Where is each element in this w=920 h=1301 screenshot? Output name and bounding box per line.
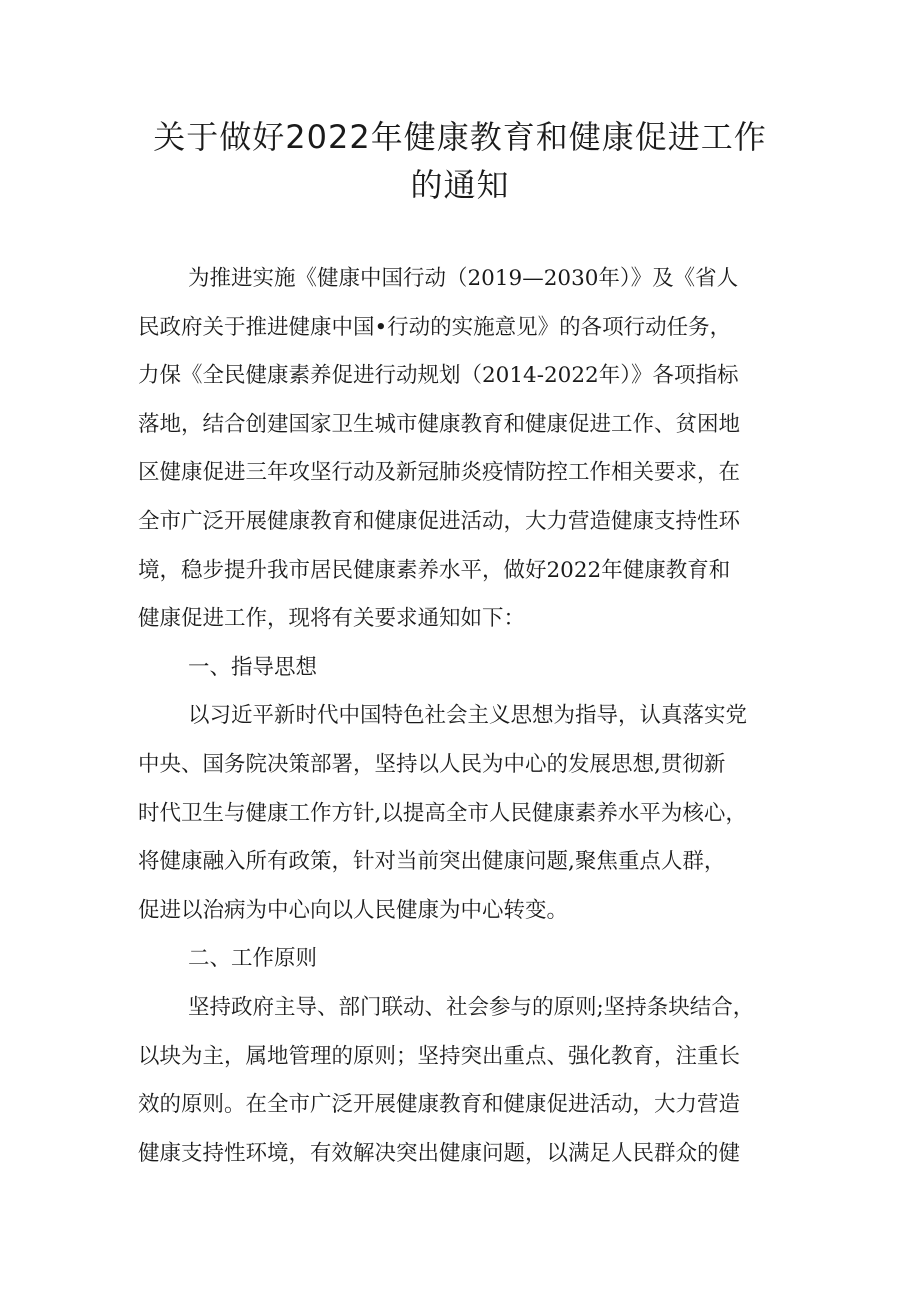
paragraph-work-principles-line: 以块为主，属地管理的原则；坚持突出重点、强化教育，注重长 (138, 1043, 741, 1069)
paragraph-intro-line: 全市广泛开展健康教育和健康促进活动，大力营造健康支持性环 (138, 508, 741, 534)
section-heading-guiding-ideology: 一、指导思想 (188, 654, 318, 680)
paragraph-intro-line: 境，稳步提升我市居民健康素养水平，做好2022年健康教育和 (138, 557, 731, 583)
paragraph-intro-line: 力保《全民健康素养促进行动规划（2014-2022年）》各项指标 (138, 363, 739, 389)
paragraph-intro-line: 为推进实施《健康中国行动（2019—2030年）》及《省人 (188, 266, 739, 291)
paragraph-guiding-ideology-line: 中央、国务院决策部署，坚持以人民为中心的发展思想,贯彻新 (138, 751, 726, 777)
paragraph-guiding-ideology-line: 时代卫生与健康工作方针,以提高全市人民健康素养水平为核心， (138, 800, 747, 826)
paragraph-intro-line: 民政府关于推进健康中国•行动的实施意见》的各项行动任务， (138, 314, 732, 340)
paragraph-guiding-ideology-line: 促进以治病为中心向以人民健康为中心转变。 (138, 897, 569, 923)
paragraph-intro-line: 落地，结合创建国家卫生城市健康教育和健康促进工作、贫困地 (138, 411, 741, 437)
section-heading-work-principles: 二、工作原则 (188, 946, 318, 972)
document-title-line-2: 的通知 (410, 166, 510, 204)
document-body (138, 255, 784, 1178)
paragraph-work-principles-line: 坚持政府主导、部门联动、社会参与的原则;坚持条块结合， (188, 994, 755, 1020)
document-title-line-1: 关于做好2022年健康教育和健康促进工作 (153, 118, 767, 156)
paragraph-guiding-ideology-line: 将健康融入所有政策，针对当前突出健康问题,聚焦重点人群， (138, 849, 726, 875)
paragraph-work-principles-line: 效的原则。在全市广泛开展健康教育和健康促进活动，大力营造 (138, 1092, 741, 1118)
paragraph-guiding-ideology-line: 以习近平新时代中国特色社会主义思想为指导，认真落实党 (188, 703, 748, 729)
paragraph-intro-line: 健康促进工作，现将有关要求通知如下： (138, 606, 526, 632)
paragraph-work-principles-line: 健康支持性环境，有效解决突出健康问题，以满足人民群众的健 (138, 1140, 741, 1166)
paragraph-intro-line: 区健康促进三年攻坚行动及新冠肺炎疫情防控工作相关要求，在 (138, 460, 741, 486)
